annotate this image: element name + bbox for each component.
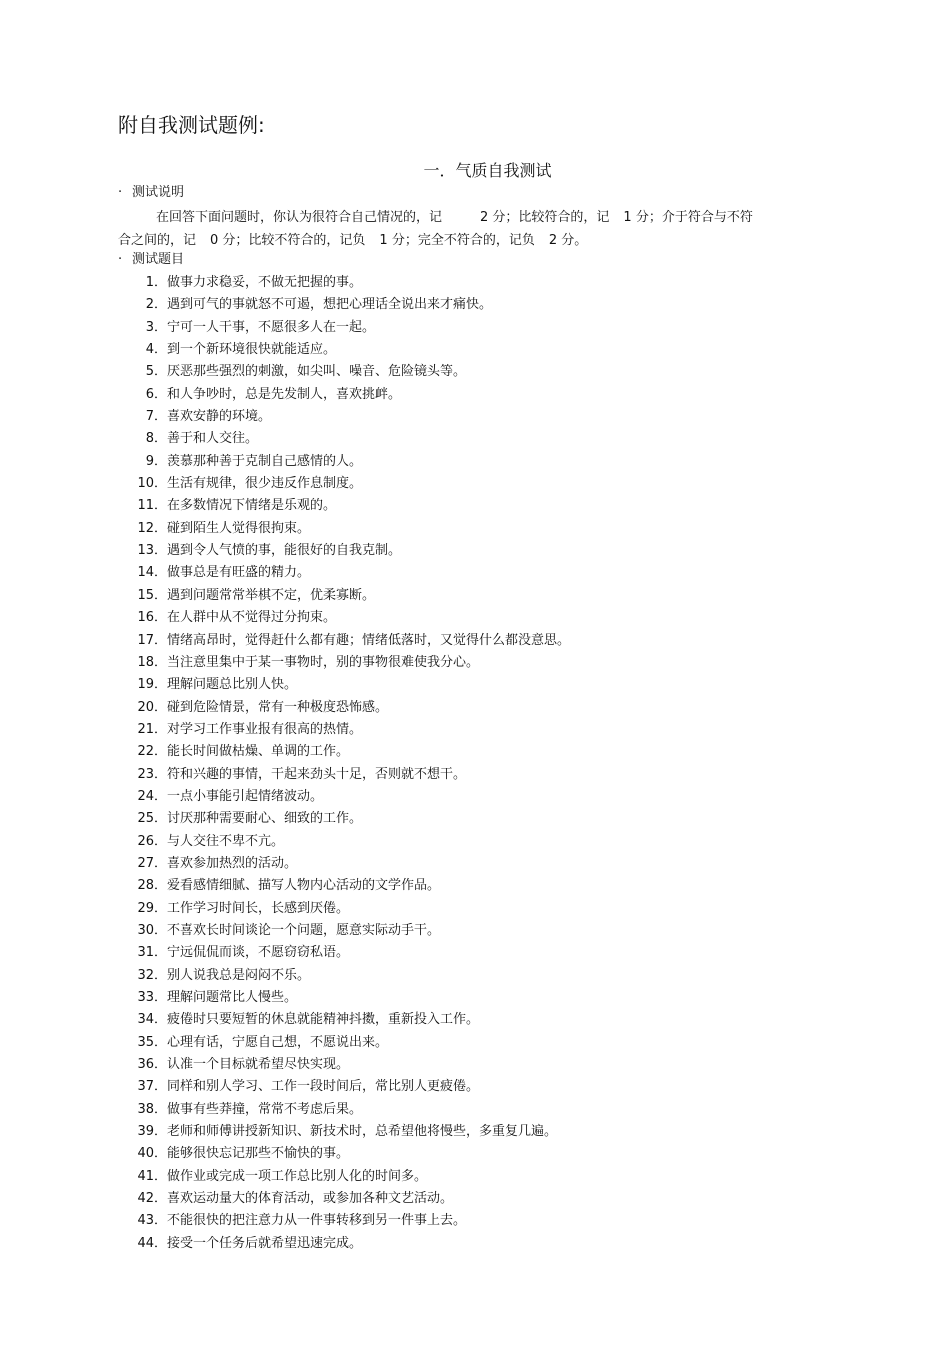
question-item — [118, 808, 570, 830]
question-number: 11． — [137, 498, 167, 514]
question-number: 32． — [137, 967, 167, 983]
question-item — [118, 1143, 570, 1165]
question-item — [118, 1076, 570, 1098]
section-title: 一．气质自我测试 — [423, 161, 552, 180]
question-number: 21． — [137, 721, 167, 737]
question-item — [118, 697, 570, 719]
question-item — [118, 384, 570, 406]
question-number: 6． — [145, 386, 167, 402]
question-text: 喜欢运动量大的体育活动，或参加各种文艺活动。 — [167, 1191, 454, 1207]
question-number: 8． — [145, 431, 167, 447]
question-item — [118, 1032, 570, 1054]
question-item — [118, 875, 570, 897]
question-number: 39． — [137, 1124, 167, 1140]
question-item — [118, 741, 570, 763]
bullet-marker: · — [118, 252, 123, 267]
question-number: 38． — [137, 1101, 167, 1117]
question-number: 36． — [137, 1057, 167, 1073]
instructions-segment: 0 分；比较不符合的，记负 — [210, 232, 366, 248]
question-number: 2． — [145, 297, 167, 313]
question-text: 和人争吵时，总是先发制人，喜欢挑衅。 — [167, 386, 402, 402]
question-number: 7． — [145, 409, 167, 425]
question-item — [118, 1121, 570, 1143]
question-item — [118, 1210, 570, 1232]
questions-heading — [118, 251, 184, 269]
question-item — [118, 1188, 570, 1210]
question-text: 讨厌那种需要耐心、细致的工作。 — [167, 811, 363, 827]
question-item — [118, 473, 570, 495]
question-number: 40． — [137, 1146, 167, 1162]
question-item — [118, 428, 570, 450]
question-number: 19． — [137, 677, 167, 693]
question-number: 1． — [145, 275, 167, 290]
question-number: 42． — [137, 1191, 167, 1207]
question-text: 碰到危险情景，常有一种极度恐怖感。 — [167, 699, 389, 715]
question-number: 41． — [137, 1168, 167, 1184]
instructions-segment: 2 分。 — [548, 232, 588, 248]
question-item — [118, 674, 570, 696]
question-item — [118, 965, 570, 987]
question-text: 与人交往不卑不亢。 — [167, 833, 285, 849]
question-text: 喜欢安静的环境。 — [167, 409, 272, 425]
question-text: 当注意里集中于某一事物时，别的事物很难使我分心。 — [167, 654, 480, 670]
question-list — [118, 272, 570, 1255]
question-text: 同样和别人学习、工作一段时间后，常比别人更疲倦。 — [167, 1079, 480, 1095]
question-number: 25． — [137, 811, 167, 827]
question-number: 18． — [137, 654, 167, 670]
question-text: 做事有些莽撞，常常不考虑后果。 — [167, 1101, 363, 1117]
question-text: 别人说我总是闷闷不乐。 — [167, 967, 311, 983]
question-text: 能长时间做枯燥、单调的工作。 — [167, 744, 350, 760]
question-text: 认准一个目标就希望尽快实现。 — [167, 1057, 350, 1073]
question-number: 13． — [137, 543, 167, 559]
question-text: 不能很快的把注意力从一件事转移到另一件事上去。 — [167, 1213, 467, 1229]
question-text: 做作业或完成一项工作总比别人化的时间多。 — [167, 1168, 428, 1184]
question-item — [118, 920, 570, 942]
question-text: 一点小事能引起情绪波动。 — [167, 788, 324, 804]
questions-heading-text: 测试题目 — [132, 252, 185, 267]
question-item — [118, 294, 570, 316]
question-text: 能够很快忘记那些不愉快的事。 — [167, 1146, 350, 1162]
question-text: 老师和师傅讲授新知识、新技术时，总希望他将慢些，多重复几遍。 — [167, 1124, 558, 1140]
question-number: 16． — [137, 610, 167, 626]
question-text: 宁可一人干事，不愿很多人在一起。 — [167, 319, 376, 335]
question-item — [118, 1233, 570, 1255]
question-number: 15． — [137, 587, 167, 603]
question-number: 3． — [145, 319, 167, 335]
question-item — [118, 942, 570, 964]
question-number: 34． — [137, 1012, 167, 1028]
question-text: 在多数情况下情绪是乐观的。 — [167, 498, 337, 514]
question-text: 宁远侃侃而谈，不愿窃窃私语。 — [167, 945, 350, 961]
question-item — [118, 518, 570, 540]
question-text: 理解问题总比别人快。 — [167, 677, 298, 693]
question-number: 43． — [137, 1213, 167, 1229]
question-number: 26． — [137, 833, 167, 849]
question-number: 17． — [137, 632, 167, 648]
question-item — [118, 317, 570, 339]
question-text: 做事总是有旺盛的精力。 — [167, 565, 311, 581]
question-item — [118, 361, 570, 383]
question-text: 理解问题常比人慢些。 — [167, 990, 298, 1005]
question-number: 23． — [137, 766, 167, 782]
question-text: 做事力求稳妥，不做无把握的事。 — [167, 275, 363, 290]
bullet-marker: · — [118, 185, 123, 200]
question-item — [118, 831, 570, 853]
question-text: 生活有规律，很少违反作息制度。 — [167, 476, 363, 492]
question-text: 符和兴趣的事情，干起来劲头十足，否则就不想干。 — [167, 766, 467, 782]
question-text: 不喜欢长时间谈论一个问题，愿意实际动手干。 — [167, 922, 441, 938]
question-text: 情绪高昂时，觉得赶什么都有趣；情绪低落时，又觉得什么都没意思。 — [167, 632, 571, 648]
question-number: 27． — [137, 855, 167, 871]
question-number: 44． — [137, 1235, 167, 1251]
question-item — [118, 1166, 570, 1188]
instructions-segment: 2 分；比较符合的，记 — [480, 210, 610, 225]
question-item — [118, 786, 570, 808]
question-item — [118, 272, 570, 294]
question-number: 33． — [137, 990, 167, 1005]
question-item — [118, 339, 570, 361]
question-item — [118, 898, 570, 920]
instructions-paragraph — [118, 207, 858, 252]
question-item — [118, 630, 570, 652]
question-text: 心理有话，宁愿自己想，不愿说出来。 — [167, 1034, 389, 1050]
question-item — [118, 585, 570, 607]
question-text: 善于和人交往。 — [167, 431, 259, 447]
question-number: 12． — [137, 520, 167, 536]
question-item — [118, 495, 570, 517]
question-number: 9． — [145, 453, 167, 469]
question-item — [118, 853, 570, 875]
question-text: 接受一个任务后就希望迅速完成。 — [167, 1235, 363, 1251]
question-item — [118, 562, 570, 584]
document-title: 附自我测试题例: — [118, 113, 265, 137]
instructions-heading-text: 测试说明 — [132, 185, 185, 200]
question-item — [118, 987, 570, 1009]
question-text: 遇到令人气愤的事，能很好的自我克制。 — [167, 543, 402, 559]
question-item — [118, 540, 570, 562]
question-item — [118, 607, 570, 629]
question-text: 工作学习时间长，长感到厌倦。 — [167, 900, 350, 916]
question-text: 在人群中从不觉得过分拘束。 — [167, 610, 337, 626]
question-text: 遇到问题常常举棋不定，优柔寡断。 — [167, 587, 376, 603]
question-item — [118, 1054, 570, 1076]
question-number: 14． — [137, 565, 167, 581]
question-number: 31． — [137, 945, 167, 961]
question-number: 10． — [137, 476, 167, 492]
question-number: 30． — [137, 922, 167, 938]
question-item — [118, 451, 570, 473]
question-text: 碰到陌生人觉得很拘束。 — [167, 520, 311, 536]
question-number: 29． — [137, 900, 167, 916]
question-number: 24． — [137, 788, 167, 804]
question-text: 羡慕那种善于克制自己感情的人。 — [167, 453, 363, 469]
question-item — [118, 719, 570, 741]
question-text: 遇到可气的事就怒不可遏，想把心理话全说出来才痛快。 — [167, 297, 493, 313]
instructions-segment: 在回答下面问题时，你认为很符合自己情况的，记 — [156, 210, 443, 225]
question-item — [118, 406, 570, 428]
question-number: 35． — [137, 1034, 167, 1050]
question-text: 爱看感情细腻、描写人物内心活动的文学作品。 — [167, 878, 441, 894]
question-item — [118, 1099, 570, 1121]
question-item — [118, 764, 570, 786]
question-number: 20． — [137, 699, 167, 715]
question-number: 5． — [145, 364, 167, 380]
question-item — [118, 652, 570, 674]
question-number: 37． — [137, 1079, 167, 1095]
question-number: 4． — [145, 342, 167, 358]
question-item — [118, 1009, 570, 1031]
question-number: 22． — [137, 744, 167, 760]
instructions-segment: 1 分；完全不符合的，记负 — [379, 232, 535, 248]
question-text: 对学习工作事业报有很高的热情。 — [167, 721, 363, 737]
question-text: 疲倦时只要短暂的休息就能精神抖擞，重新投入工作。 — [167, 1012, 480, 1028]
instructions-heading — [118, 184, 184, 202]
question-text: 到一个新环境很快就能适应。 — [167, 342, 337, 358]
instructions-segment: 1 分；介于符合与不符 — [623, 210, 753, 225]
question-text: 厌恶那些强烈的刺激，如尖叫、噪音、危险镜头等。 — [167, 364, 467, 380]
question-text: 喜欢参加热烈的活动。 — [167, 855, 298, 871]
question-number: 28． — [137, 878, 167, 894]
instructions-segment: 合之间的，记 — [118, 232, 197, 248]
